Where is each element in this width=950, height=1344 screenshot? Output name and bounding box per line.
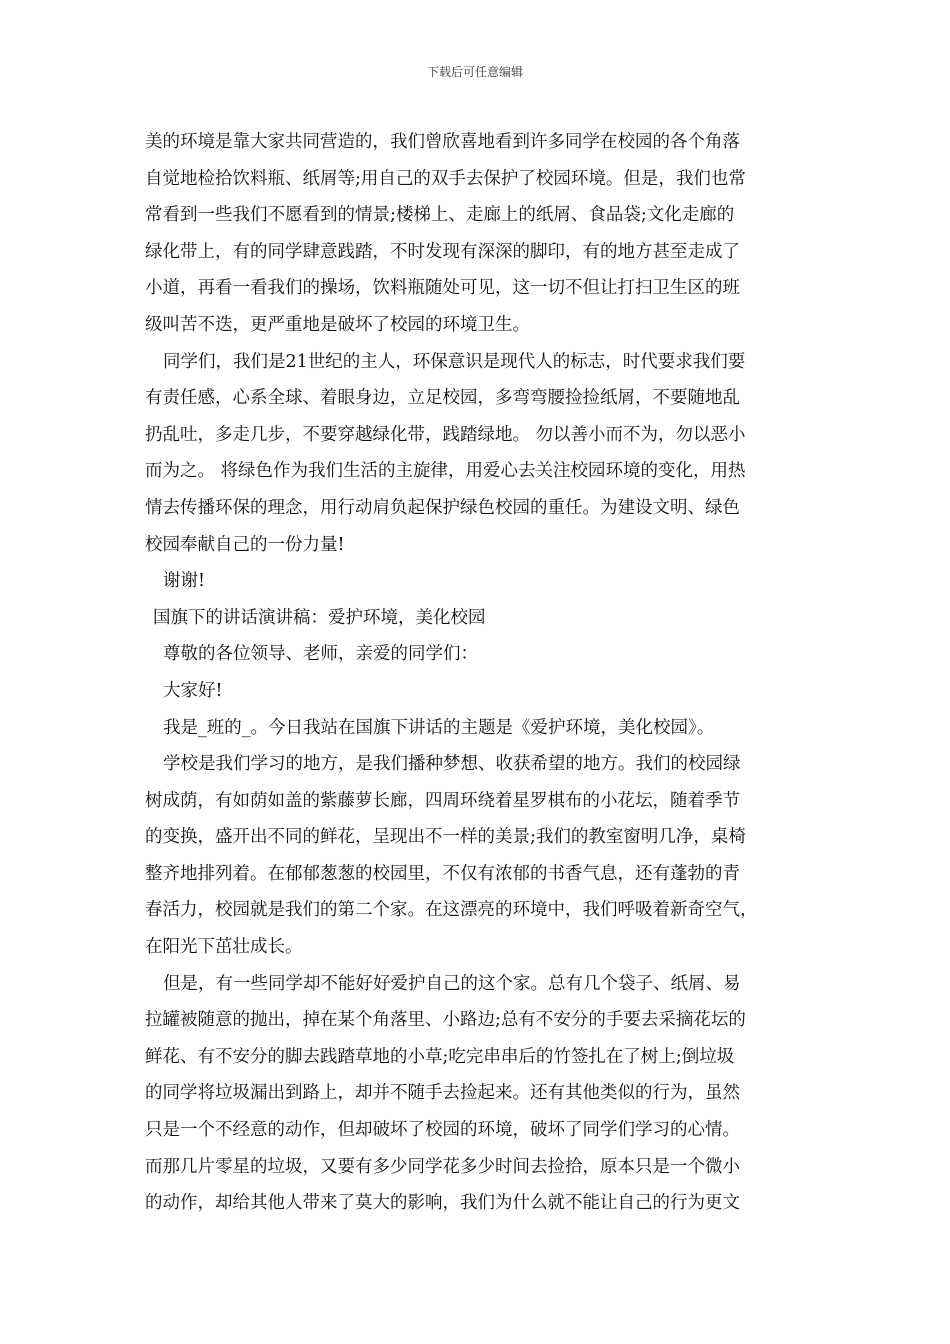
text-line: 的变换，盛开出不同的鲜花，呈现出不一样的美景;我们的教室窗明几净，桌椅 (145, 827, 746, 848)
paragraph-start: 同学们，我们是21世纪的主人，环保意识是现代人的标志，时代要求我们要 (163, 351, 746, 372)
text-line: 校园奉献自己的一份力量! (145, 534, 345, 555)
salutation: 尊敬的各位领导、老师，亲爱的同学们： (163, 644, 478, 665)
text-line: 有责任感，心系全球、着眼身边，立足校园，多弯弯腰捡捡纸屑，不要随地乱 (145, 388, 740, 409)
text-line: 鲜花、有不安分的脚去践踏草地的小草;吃完串串后的竹签扎在了树上;倒垃圾 (145, 1046, 735, 1067)
text-line: 树成荫，有如荫如盖的紫藤萝长廊，四周环绕着星罗棋布的小花坛，随着季节 (145, 790, 740, 811)
text-line: 整齐地排列着。在郁郁葱葱的校园里，不仅有浓郁的书香气息，还有蓬勃的青 (145, 863, 740, 884)
text-line: 级叫苦不迭，更严重地是破坏了校园的环境卫生。 (145, 314, 530, 335)
paragraph-start: 但是，有一些同学却不能好好爱护自己的这个家。总有几个袋子、纸屑、易 (163, 973, 741, 994)
text-line: 美的环境是靠大家共同营造的，我们曾欣喜地看到许多同学在校园的各个角落 (145, 132, 740, 152)
text-line: 常看到一些我们不愿看到的情景;楼梯上、走廊上的纸屑、食品袋;文化走廊的 (145, 205, 735, 226)
text-line: 拉罐被随意的抛出，掉在某个角落里、小路边;总有不安分的手要去采摘花坛的 (145, 1010, 746, 1031)
text-line: 绿化带上，有的同学肆意践踏，不时发现有深深的脚印，有的地方甚至走成了 (145, 241, 740, 262)
paragraph-start: 学校是我们学习的地方，是我们播种梦想、收获希望的地方。我们的校园绿 (163, 754, 741, 775)
page-header: 下载后可任意编辑 (426, 65, 523, 79)
paragraph-start: 我是_班的_。今日我站在国旗下讲话的主题是《爱护环境，美化校园》。 (163, 717, 715, 738)
text-line: 而为之。 将绿色作为我们生活的主旋律，用爱心去关注校园环境的变化，用热 (145, 461, 746, 482)
text-line: 而那几片零星的垃圾，又要有多少同学花多少时间去捡拾，原本只是一个微小 (145, 1156, 740, 1177)
section-title: 国旗下的讲话演讲稿：爱护环境，美化校园 (153, 607, 486, 628)
text-line: 只是一个不经意的动作，但却破坏了校园的环境，破坏了同学们学习的心情。 (145, 1120, 740, 1141)
greeting: 大家好! (163, 680, 223, 701)
text-line: 情去传播环保的理念，用行动肩负起保护绿色校园的重任。为建设文明、绿色 (145, 497, 740, 518)
text-line: 小道，再看一看我们的操场，饮料瓶随处可见，这一切不但让打扫卫生区的班 (145, 278, 740, 299)
text-line: 扔乱吐，多走几步，不要穿越绿化带，践踏绿地。 勿以善小而不为，勿以恶小 (145, 424, 746, 445)
text-line: 自觉地检拾饮料瓶、纸屑等;用自己的双手去保护了校园环境。但是，我们也常 (145, 168, 746, 189)
text-line: 的动作，却给其他人带来了莫大的影响，我们为什么就不能让自己的行为更文 (145, 1193, 740, 1214)
text-line: 春活力，校园就是我们的第二个家。在这漂亮的环境中，我们呼吸着新奇空气， (145, 900, 758, 921)
text-line: 在阳光下茁壮成长。 (145, 937, 303, 958)
document-body (145, 124, 817, 1222)
closing-thanks: 谢谢! (163, 571, 206, 592)
text-line: 的同学将垃圾漏出到路上，却并不随手去捡起来。还有其他类似的行为，虽然 (145, 1083, 740, 1104)
